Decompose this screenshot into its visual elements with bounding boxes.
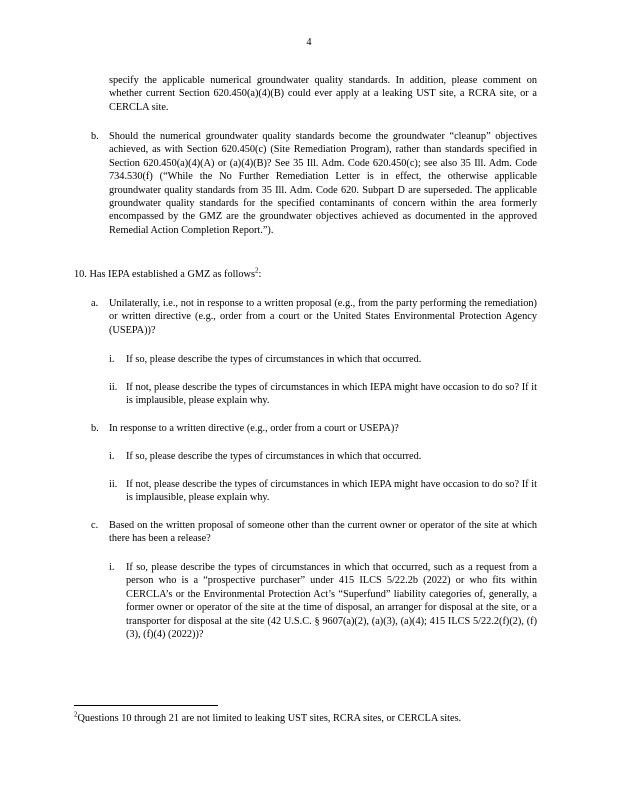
item-10b-ii-text: If not, please describe the types of circumstances in which IEPA might have occasion to do so? If it is implausible, please explain why. [126, 479, 537, 504]
question-10-colon: : [258, 269, 262, 280]
footnote [74, 712, 544, 725]
item-10b-marker: b. [91, 423, 99, 434]
item-10c-i-text: If so, please describe the types of circumstances in which that occurred, such as a request from a person who is a “prospective purchaser” under 415 ILCS 5/22.2b (2022) or who fits within CERCLA’s or the Environmental Protection Act’s “Superfund” liability categories of, generally, a former owner or operator of the site at the time of disposal, an arranger for disposal at the site, or a transporter for disposal at the site (42 U.S.C. § 9607(a)(2), (a)(3), (a)(4); 415 ILCS 5/22.2(f)(2), (f)(3), (f)(4) (2022))? [126, 562, 537, 641]
footnote-text: Questions 10 through 21 are not limited to leaking UST sites, RCRA sites, or CERCLA sites. [77, 713, 462, 724]
page-number: 4 [306, 37, 312, 48]
continuation-paragraph: specify the applicable numerical groundwater quality standards. In addition, please comment on whether current Section 620.450(a)(4)(B) could ever apply at a leaking UST site, a RCRA site, or a CERCLA site. [109, 75, 537, 113]
footnote-ref[interactable]: 2 [254, 266, 259, 275]
item-10b-i-marker: i. [109, 451, 115, 462]
question-10-text: Has IEPA established a GMZ as follows [89, 269, 255, 280]
item-10c-text: Based on the written proposal of someone other than the current owner or operator of the site at which there has been a release? [109, 520, 537, 545]
item-10b-text: In response to a written directive (e.g., order from a court or USEPA)? [109, 423, 399, 434]
item-10a-i-text: If so, please describe the types of circumstances in which that occurred. [126, 354, 422, 365]
footnote-separator [74, 705, 218, 706]
item-b-text: Should the numerical groundwater quality standards become the groundwater “cleanup” objectives achieved, as with Section 620.450(c) (Site Remediation Program), rather than standards specified in Section 620.450(a)(4)(A) or (a)(4)(B)? See 35 Ill. Adm. Code 620.450(c); see also 35 Ill. Adm. Code 734.530(f) (“While the No Further Remediation Letter is in effect, the otherwise applicable groundwater quality standards from 35 Ill. Adm. Code 620. Subpart D are superseded. The applicable groundwater quality standards for the specified contaminants of concern within the area formerly encompassed by the GMZ are the groundwater objectives achieved as documented in the approved Remedial Action Completion Report.”). [109, 131, 537, 236]
item-10a-ii-marker: ii. [109, 382, 118, 393]
item-10c-marker: c. [91, 520, 99, 531]
item-10a-text: Unilaterally, i.e., not in response to a written proposal (e.g., from the party performing the remediation) or written directive (e.g., order from a court or the United States Environmental Protection Agency (USEPA))? [109, 298, 537, 336]
item-10b-i-text: If so, please describe the types of circumstances in which that occurred. [126, 451, 422, 462]
item-10c-i-marker: i. [109, 562, 115, 573]
item-10a-ii-text: If not, please describe the types of circumstances in which IEPA might have occasion to do so? If it is implausible, please explain why. [126, 382, 537, 407]
item-b-marker: b. [91, 131, 99, 142]
item-10a-i-marker: i. [109, 354, 115, 365]
footnote-marker: 2 [74, 710, 78, 719]
item-10a-marker: a. [91, 298, 99, 309]
question-10-marker: 10. [74, 269, 87, 280]
item-10b-ii-marker: ii. [109, 479, 118, 490]
question-10 [74, 268, 544, 281]
